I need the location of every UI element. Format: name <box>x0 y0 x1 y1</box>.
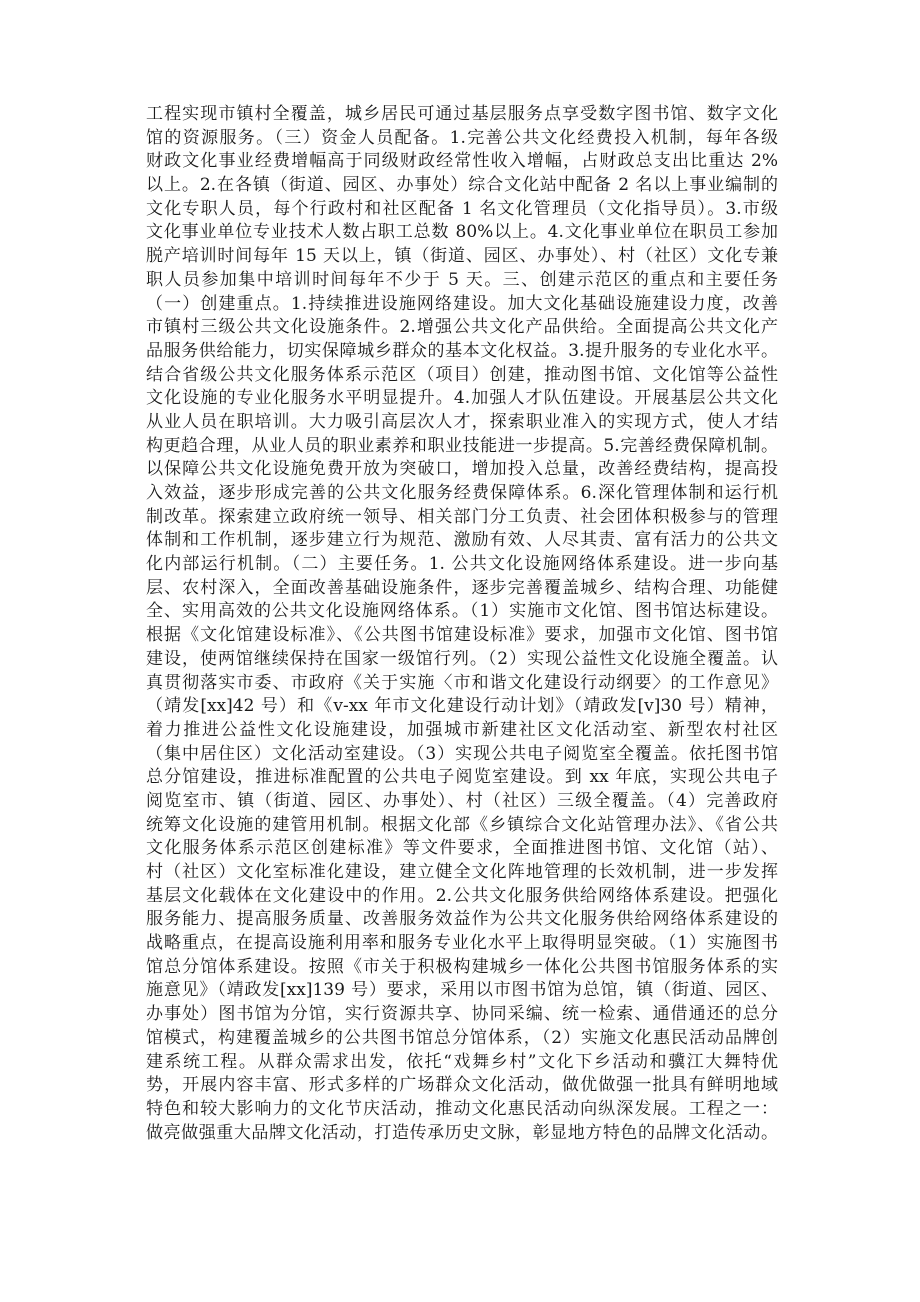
text-line: 基层文化载体在文化建设中的作用。2.公共文化服务供给网络体系建设。把强化 <box>146 885 778 906</box>
text-line: 村（社区）文化室标准化建设，建立健全文化阵地管理的长效机制，进一步发挥 <box>146 862 778 882</box>
text-line: 财政文化事业经费增幅高于同级财政经常性收入增幅，占财政总支出比重达 2% <box>146 151 778 172</box>
text-line: 真贯彻落实市委、市政府《关于实施〈市和谐文化建设行动纲要〉的工作意见》 <box>146 672 778 693</box>
text-line: 工程实现市镇村全覆盖，城乡居民可通过基层服务点享受数字图书馆、数字文化 <box>146 104 778 124</box>
text-line: 统筹文化设施的建管用机制。根据文化部《乡镇综合文化站管理办法》、《省公共 <box>146 814 778 835</box>
text-line: 势，开展内容丰富、形式多样的广场群众文化活动，做优做强一批具有鲜明地域 <box>146 1075 778 1096</box>
text-line: 施意见》（靖政发[xx]139 号）要求，采用以市图书馆为总馆，镇（街道、园区、 <box>146 980 778 1001</box>
text-line: 从业人员在职培训。大力吸引高层次人才，探索职业准入的实现方式，使人才结 <box>146 411 778 432</box>
text-line: 脱产培训时间每年 15 天以上，镇（街道、园区、办事处）、村（社区）文化专兼 <box>146 246 778 267</box>
text-line: 职人员参加集中培训时间每年不少于 5 天。三、创建示范区的重点和主要任务 <box>146 269 778 290</box>
text-line: 文化专职人员，每个行政村和社区配备 1 名文化管理员（文化指导员）。3.市级 <box>146 198 778 219</box>
text-line: 市镇村三级公共文化设施条件。2.增强公共文化产品供给。全面提高公共文化产 <box>146 317 778 338</box>
text-line: 以保障公共文化设施免费开放为突破口，增加投入总量，改善经费结构，提高投 <box>146 459 778 480</box>
text-line: 特色和较大影响力的文化节庆活动，推动文化惠民活动向纵深发展。工程之一： <box>146 1098 778 1119</box>
text-line: 文化事业单位专业技术人数占职工总数 80%以上。4.文化事业单位在职员工参加 <box>146 222 778 243</box>
text-line: 建系统工程。从群众需求出发，依托“戏舞乡村”文化下乡活动和骥江大舞特优 <box>146 1051 778 1072</box>
text-line: 制改革。探索建立政府统一领导、相关部门分工负责、社会团体积极参与的管理 <box>146 506 778 527</box>
text-line: 化内部运行机制。（二）主要任务。1. 公共文化设施网络体系建设。进一步向基 <box>146 554 778 575</box>
text-line: 战略重点，在提高设施利用率和服务专业化水平上取得明显突破。（1）实施图书 <box>146 933 778 954</box>
text-line: 全、实用高效的公共文化设施网络体系。（1）实施市文化馆、图书馆达标建设。 <box>146 601 778 622</box>
text-line: （集中居住区）文化活动室建设。（3）实现公共电子阅览室全覆盖。依托图书馆 <box>146 743 778 764</box>
text-line: 层、农村深入，全面改善基础设施条件，逐步完善覆盖城乡、结构合理、功能健 <box>146 577 778 598</box>
text-line: 着力推进公益性文化设施建设，加强城市新建社区文化活动室、新型农村社区 <box>146 719 778 740</box>
text-line: 做亮做强重大品牌文化活动，打造传承历史文脉，彰显地方特色的品牌文化活动。 <box>146 1122 778 1143</box>
text-line: 总分馆建设，推进标准配置的公共电子阅览室建设。到 xx 年底，实现公共电子 <box>146 767 778 788</box>
text-line: 结合省级公共文化服务体系示范区（项目）创建，推动图书馆、文化馆等公益性 <box>146 364 778 385</box>
text-line: （靖发[xx]42 号）和《v-xx 年市文化建设行动计划》（靖政发[v]30 号）精神， <box>146 696 778 717</box>
text-line: 文化服务体系示范区创建标准》等文件要求，全面推进图书馆、文化馆（站）、 <box>146 838 778 859</box>
body-text <box>146 103 778 1145</box>
text-line: （一）创建重点。1.持续推进设施网络建设。加大文化基础设施建设力度，改善 <box>146 293 778 314</box>
text-line: 阅览室市、镇（街道、园区、办事处）、村（社区）三级全覆盖。（4）完善政府 <box>146 790 778 811</box>
text-line: 品服务供给能力，切实保障城乡群众的基本文化权益。3.提升服务的专业化水平。 <box>146 340 778 361</box>
text-line: 以上。2.在各镇（街道、园区、办事处）综合文化站中配备 2 名以上事业编制的 <box>146 175 778 196</box>
text-line: 入效益，逐步形成完善的公共文化服务经费保障体系。6.深化管理体制和运行机 <box>146 483 778 503</box>
text-line: 服务能力、提高服务质量、改善服务效益作为公共文化服务供给网络体系建设的 <box>146 909 778 930</box>
text-line: 体制和工作机制，逐步建立行为规范、激励有效、人尽其责、富有活力的公共文 <box>146 530 778 551</box>
text-line: 构更趋合理，从业人员的职业素养和职业技能进一步提高。5.完善经费保障机制。 <box>146 435 778 456</box>
text-line: 文化设施的专业化服务水平明显提升。4.加强人才队伍建设。开展基层公共文化 <box>146 388 778 409</box>
text-line: 办事处）图书馆为分馆，实行资源共享、协同采编、统一检索、通借通还的总分 <box>146 1004 778 1025</box>
text-line: 建设，使两馆继续保持在国家一级馆行列。（2）实现公益性文化设施全覆盖。认 <box>146 648 778 669</box>
text-line: 馆总分馆体系建设。按照《市关于积极构建城乡一体化公共图书馆服务体系的实 <box>146 956 778 977</box>
text-line: 馆的资源服务。（三）资金人员配备。1.完善公共文化经费投入机制，每年各级 <box>146 127 778 148</box>
text-line: 根据《文化馆建设标准》、《公共图书馆建设标准》要求，加强市文化馆、图书馆 <box>146 625 778 646</box>
text-line: 馆模式，构建覆盖城乡的公共图书馆总分馆体系，（2）实施文化惠民活动品牌创 <box>146 1027 778 1048</box>
